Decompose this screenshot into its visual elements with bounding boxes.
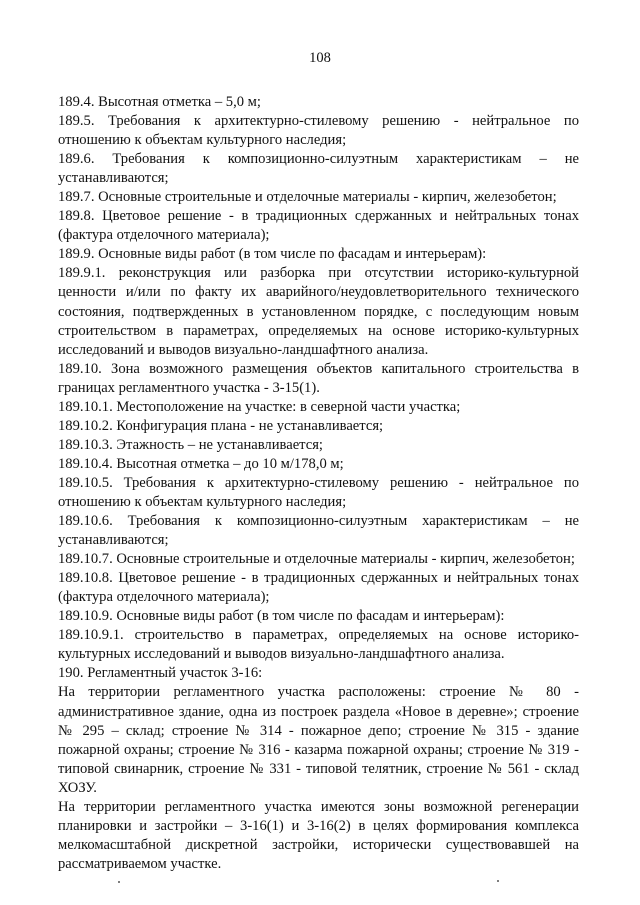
paragraph-189-10-5: 189.10.5. Требования к архитектурно-стилевому решению - нейтральное по отношению к объектам культурного наследия; (58, 474, 579, 510)
section-heading-190: 190. Регламентный участок 3-16: (58, 665, 263, 682)
paragraph-189-10-1: 189.10.1. Местоположение на участке: в северной части участка; (58, 398, 461, 415)
document-body (58, 93, 579, 874)
paragraph-189-9: 189.9. Основные виды работ (в том числе по фасадам и интерьерам): (58, 246, 487, 263)
paragraph-189-10-8: 189.10.8. Цветовое решение - в традиционных сдержанных и нейтральных тонах (фактура отделочного материала); (58, 570, 579, 606)
paragraph-189-10-9-1: 189.10.9.1. строительство в параметрах, определяемых на основе историко-культурных исследований и выводов визуально-ландшафтного анализа. (58, 627, 579, 663)
paragraph-189-10-3: 189.10.3. Этажность – не устанавливается; (58, 436, 323, 453)
paragraph-189-10: 189.10. Зона возможного размещения объектов капитального строительства в границах регламентного участка - 3-15(1). (58, 360, 579, 396)
page-number: 108 (309, 50, 331, 66)
paragraph-189-9-1: 189.9.1. реконструкция или разборка при отсутствии историко-культурной ценности и/или по факту их аварийного/неудовлетворительного технического состояния, подтвержденных в установленном порядке, с последующим новым строительством в параметрах, определяемых на основе историко-культурных исследований и выводов визуально-ландшафтного анализа. (58, 265, 579, 358)
paragraph-189-4: 189.4. Высотная отметка – 5,0 м; (58, 94, 261, 110)
paragraph-189-10-4: 189.10.4. Высотная отметка – до 10 м/178,0 м; (58, 455, 344, 472)
paragraph-189-10-6: 189.10.6. Требования к композиционно-силуэтным характеристикам – не устанавливаются; (58, 513, 579, 549)
paragraph-territory-regeneration: На территории регламентного участка имеются зоны возможной регенерации планировки и застройки – 3-16(1) и 3-16(2) в целях формирования комплекса мелкомасштабной дискретной застройки, исторически существовавшей на рассматриваемом участке. (58, 798, 579, 872)
paragraph-189-8: 189.8. Цветовое решение - в традиционных сдержанных и нейтральных тонах (фактура отделочного материала); (58, 208, 579, 244)
scan-speck (118, 881, 120, 883)
paragraph-189-6: 189.6. Требования к композиционно-силуэтным характеристикам – не устанавливаются; (58, 151, 579, 187)
paragraph-189-10-2: 189.10.2. Конфигурация плана - не устанавливается; (58, 417, 384, 434)
paragraph-189-10-9: 189.10.9. Основные виды работ (в том числе по фасадам и интерьерам): (58, 608, 505, 625)
scan-speck (497, 880, 499, 882)
paragraph-189-10-7: 189.10.7. Основные строительные и отделочные материалы - кирпич, железобетон; (58, 551, 575, 568)
paragraph-189-7: 189.7. Основные строительные и отделочные материалы - кирпич, железобетон; (58, 189, 557, 206)
paragraph-territory-buildings: На территории регламентного участка расположены: строение № 80 - административное здание, одна из построек раздела «Новое в деревне»; строение № 295 – склад; строение № 314 - пожарное депо; строение № 315 - здание пожарной охраны; строение № 316 - казарма пожарной охраны; строение № 319 - типовой свинарник, строение № 331 - типовой телятник, строение № 561 - склад ХОЗУ. (58, 684, 579, 796)
paragraph-189-5: 189.5. Требования к архитектурно-стилевому решению - нейтральное по отношению к объектам культурного наследия; (58, 113, 579, 149)
